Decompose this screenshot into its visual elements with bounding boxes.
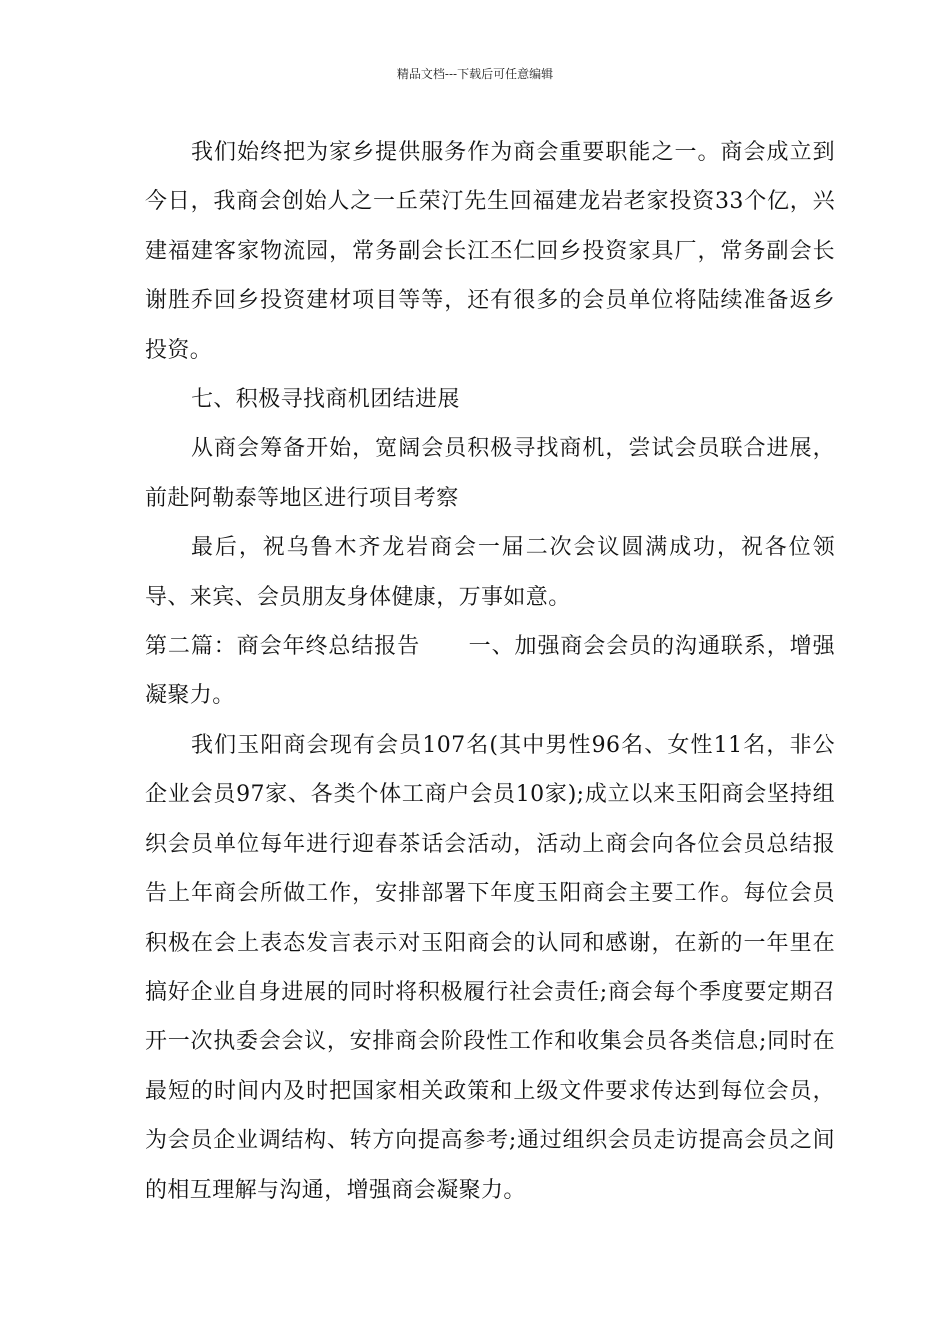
chapter-two-title: 第二篇：商会年终总结报告 <box>145 634 421 660</box>
paragraph-hometown-service: 我们始终把为家乡提供服务作为商会重要职能之一。商会成立到今日，我商会创始人之一丘荣汀先生回福建龙岩老家投资33个亿，兴建福建客家物流园，常务副会长江丕仁回乡投资家具厂，常务副会长谢胜乔回乡投资建材项目等等，还有很多的会员单位将陆续准备返乡投资。 <box>145 140 835 363</box>
section-heading-seven: 七、积极寻找商机团结进展 <box>191 387 460 413</box>
paragraph-member-communication: 我们玉阳商会现有会员107名(其中男性96名、女性11名，非公企业会员97家、各类个体工商户会员10家);成立以来玉阳商会坚持组织会员单位每年进行迎春茶话会活动，活动上商会向各位会员总结报告上年商会所做工作，安排部署下年度玉阳商会主要工作。每位会员积极在会上表态发言表示对玉阳商会的认同和感谢，在新的一年里在搞好企业自身进展的同时将积极履行社会责任;商会每个季度要定期召开一次执委会会议，安排商会阶段性工作和收集会员各类信息;同时在最短的时间内及时把国家相关政策和上级文件要求传达到每位会员，为会员企业调结构、转方向提高参考;通过组织会员走访提高会员之间的相互理解与沟通，增强商会凝聚力。 <box>145 732 835 1203</box>
chapter-two-section-heading: 一、加强商会会员的沟通联系，增强凝聚力。 <box>145 634 835 709</box>
paragraph-business-opportunities: 从商会筹备开始，宽阔会员积极寻找商机，尝试会员联合进展，前赴阿勒泰等地区进行项目考察 <box>145 436 835 511</box>
document-body <box>145 128 835 1215</box>
page-header: 精品文档---下载后可任意编辑 <box>396 67 554 81</box>
paragraph-closing-wishes: 最后，祝乌鲁木齐龙岩商会一届二次会议圆满成功，祝各位领导、来宾、会员朋友身体健康，万事如意。 <box>145 535 835 610</box>
chapter-two-line <box>145 622 835 721</box>
